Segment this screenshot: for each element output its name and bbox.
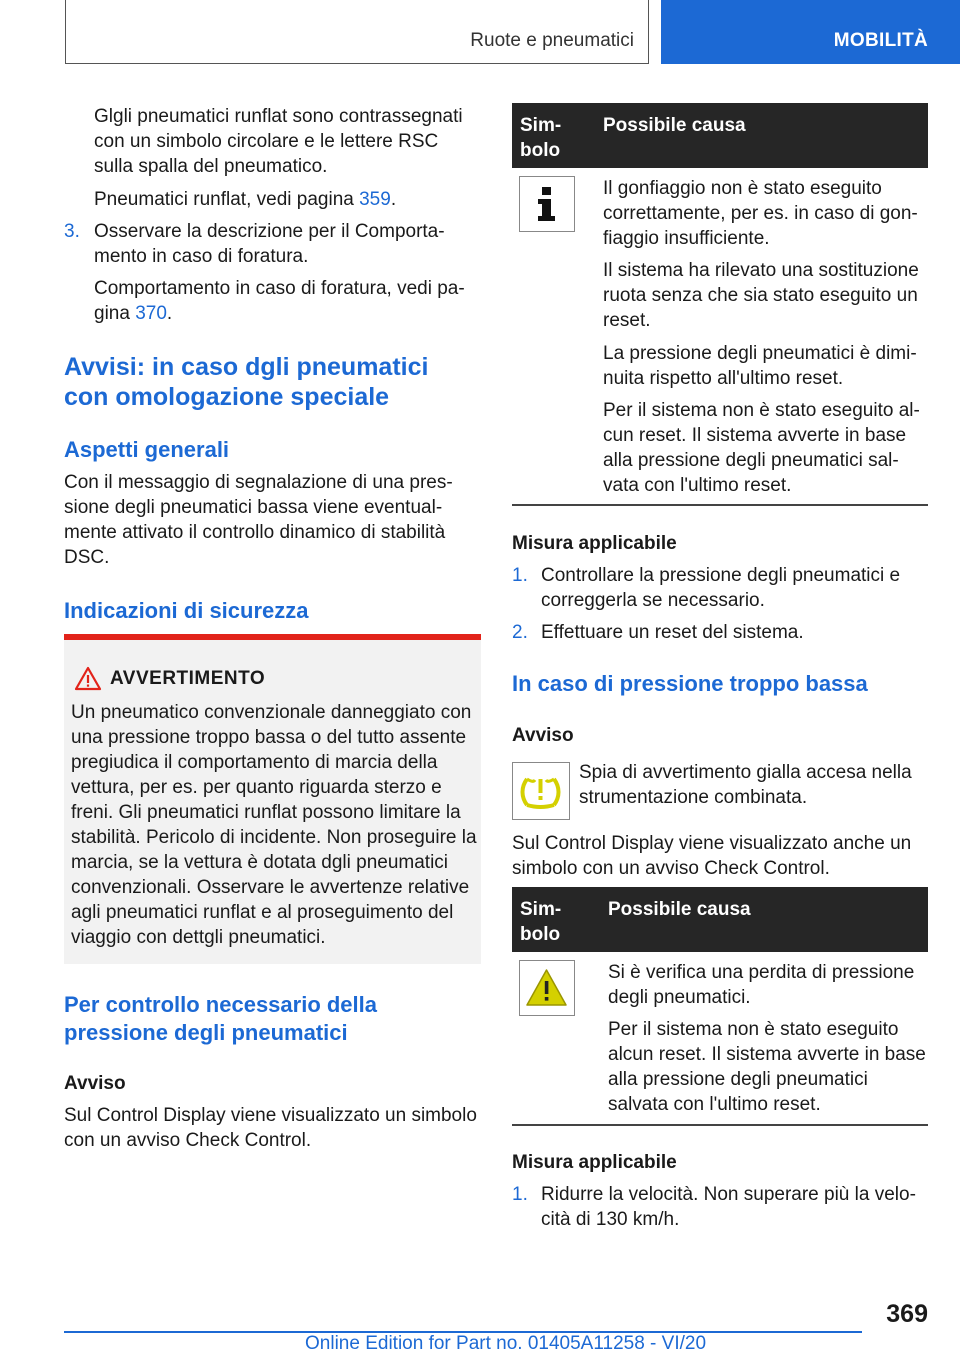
heading-pressione-bassa: In caso di pressione troppo bassa: [512, 671, 868, 696]
header-section-box: [65, 0, 649, 64]
step-number: 3.: [64, 221, 80, 242]
misura1-step-text: Controllare la pressione degli pneumatici e correggerla se necessario.: [541, 565, 901, 611]
control-display-text: Sul Control Display viene visualizzato anche un simbolo con un avviso Check Control.: [512, 833, 912, 879]
warning-title: AVVERTIMENTO: [110, 668, 266, 689]
heading-avvisi: Avvisi: in caso dgli pneumatici con omologazione speciale: [64, 353, 429, 411]
page-link-370[interactable]: 370: [135, 303, 167, 324]
misura1-title: Misura applicabile: [512, 533, 677, 554]
col-cause: Possibile causa: [608, 899, 751, 920]
misura1-step-num: 2.: [512, 622, 528, 643]
section-title: Ruote e pneumatici: [470, 30, 634, 51]
runflat-reference: [94, 187, 479, 212]
step-text: Osservare la descrizione per il Comportamento in caso di foratura.: [94, 221, 445, 267]
header-chapter-box: [661, 0, 960, 64]
table1-header: [512, 103, 928, 168]
col-symbol: Simbolo: [520, 899, 562, 945]
tire-pressure-warning-icon: [512, 762, 570, 820]
warning-icon: [74, 666, 102, 692]
warning-text: Un pneumatico convenzionale danneggiato con una pressione troppo bassa o del tutto assente pregiudica il comportamento di marcia della vettura, per es. per quanto riguarda sterzo e freni. Gli pneumatici runflat possono limitare la stabilità. Pericolo di incidente. Non proseguire la marcia, se la vettura è dotata dgli pneumatici convenzionali. Osservare le avvertenze relative agli pneumatici runflat e al proseguimento del viaggio con dettgli pneumatici.: [71, 702, 477, 948]
table2-cause-1: Si è verifica una perdita di pressione degli pneumatici.: [608, 962, 915, 1008]
puncture-reference: [94, 276, 479, 326]
page-number: 369: [886, 1300, 928, 1328]
misura2-title: Misura applicabile: [512, 1152, 677, 1173]
misura2-step-text: Ridurre la velocità. Non superare più la velocità di 130 km/h.: [541, 1184, 916, 1230]
reference-text: Comportamento in caso di foratura, vedi pagina: [94, 278, 465, 324]
col-symbol: Simbolo: [520, 115, 562, 161]
runflat-marking-text: Glgli pneumatici runflat sono contrassegnati con un simbolo circolare e le lettere RSC sulla spalla del pneumatico.: [94, 106, 463, 177]
table1-cause-3: La pressione degli pneumatici è diminuita rispetto all'ultimo reset.: [603, 343, 917, 389]
aspetti-text: Con il messaggio di segnalazione di una pressione degli pneumatici bassa viene eventualmente attivato il controllo dinamico di stabilità DSC.: [64, 472, 453, 568]
reference-end: .: [166, 303, 173, 324]
table1-cause-4: Per il sistema non è stato eseguito alcun reset. Il sistema avverte in base alla pressione degli pneumatici salvata con l'ultimo reset.: [603, 400, 920, 496]
heading-avviso-2: Avviso: [512, 725, 574, 746]
misura1-step-num: 1.: [512, 565, 528, 586]
heading-controllo: Per controllo necessario della pressione degli pneumatici: [64, 992, 378, 1045]
table2-bottom-rule: [512, 1124, 928, 1126]
chapter-title: MOBILITÀ: [833, 30, 928, 51]
table1-cause-2: Il sistema ha rilevato una sostituzione ruota senza che sia stato eseguito un reset.: [603, 260, 919, 331]
info-icon: [519, 176, 575, 232]
reference-text: Pneumatici runflat, vedi pagina: [94, 189, 360, 210]
warning-triangle-icon: [519, 960, 575, 1016]
misura1-step-text: Effettuare un reset del sistema.: [541, 622, 804, 643]
avviso-text: Sul Control Display viene visualizzato un simbolo con un avviso Check Control.: [64, 1105, 477, 1151]
table2-cause-2: Per il sistema non è stato eseguito alcun reset. Il sistema avverte in base alla pressione degli pneumatici salvata con l'ultimo reset.: [608, 1019, 926, 1115]
table2-header: [512, 887, 928, 952]
heading-avviso: Avviso: [64, 1073, 126, 1094]
spia-text: Spia di avvertimento gialla accesa nella strumentazione combinata.: [579, 762, 912, 808]
reference-end: .: [390, 189, 397, 210]
page-link-359[interactable]: 359: [359, 189, 391, 210]
misura2-step-num: 1.: [512, 1184, 528, 1205]
table1-bottom-rule: [512, 504, 928, 506]
heading-sicurezza: Indicazioni di sicurezza: [64, 598, 309, 623]
col-cause: Possibile causa: [603, 115, 746, 136]
warning-box: [64, 634, 481, 964]
heading-aspetti: Aspetti generali: [64, 437, 230, 462]
table1-cause-1: Il gonfiaggio non è stato eseguito correttamente, per es. in caso di gonfiaggio insufficiente.: [603, 178, 918, 249]
footer-edition: Online Edition for Part no. 01405A11258 - VI/20: [305, 1333, 707, 1354]
